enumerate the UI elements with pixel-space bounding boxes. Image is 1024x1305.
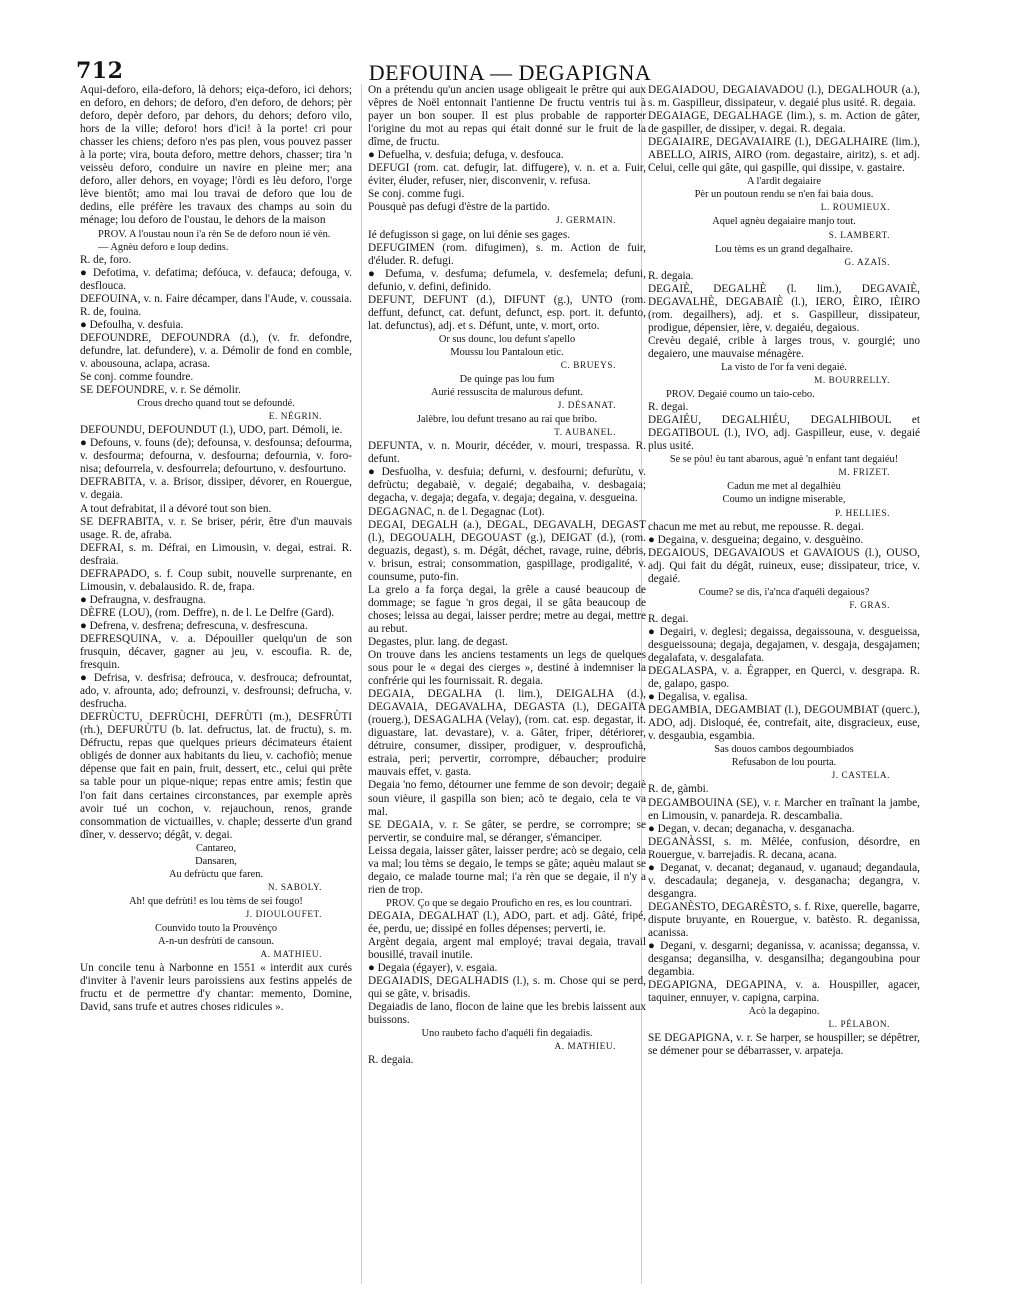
quotation-line: A-n-un desfrùti de cansoun. (158, 936, 274, 948)
dictionary-entry: DEGAIÉU, DEGALHIÉU, DEGALHIBOUL et DEGATIBOUL (l.), IVO, adj. Gaspilleur, euse, v. degaié plus usité. (648, 414, 920, 453)
dictionary-entry: R. degai. (648, 401, 689, 414)
column-middle (368, 84, 646, 1289)
dictionary-entry: ● Defuma, v. desfuma; defumela, v. desfemela; defuni, defunio, v. defini, definido. (368, 267, 646, 293)
dictionary-entry: DEGAMBOUINA (SE), v. r. Marcher en traînant la jambe, en Limousin, v. panardeja. R. descambalia. (648, 796, 920, 822)
quote-author: S. LAMBERT. (828, 229, 890, 240)
quotation-line: Ah! que defrùti! es lou tèms de sei fougo! (129, 895, 303, 907)
column-left (80, 84, 352, 1289)
dictionary-entry: Un concile tenu à Narbonne en 1551 « interdit aux curés d'inviter à l'avenir leurs paroissiens aux festins appelés de fructu et de permettre d'y chantar: memento, Domine, David, sans trufe et autres choses ridicules ». (80, 962, 352, 1014)
quote-author: F. GRAS. (849, 599, 890, 610)
quotation-line: Crous drecho quand tout se defoundé. (137, 398, 295, 410)
dictionary-entry: ● Defrena, v. desfrena; defrescuna, v. desfrescuna. (80, 619, 308, 632)
proverb: — Agnèu deforo e loup dedins. (98, 241, 229, 253)
proverb: PROV. A l'oustau noun i'a rèn Se de deforo noun ié vèn. (98, 228, 331, 240)
quotation-line: La visto de l'or fa veni degaié. (721, 361, 847, 373)
quote-author: E. NÉGRIN. (268, 411, 322, 422)
quote-author: P. HELLIES. (835, 507, 890, 518)
quotation-line: Acò la degapino. (748, 1006, 820, 1018)
dictionary-entry: DEGAMBIA, DEGAMBIAT (l.), DEGOUMBIAT (querc.), ADO, adj. Disloqué, ée, contrefait, aite, disgracieux, euse, v. desgaubia, esgambia. (648, 704, 920, 743)
dictionary-entry: Se conj. comme foundre. (80, 371, 194, 384)
quotation-line: De quinge pas lou fum (459, 374, 555, 386)
dictionary-entry: DEGAI, DEGALH (a.), DEGAL, DEGAVALH, DEGAST (l.), DEGOUALH, DEGOUAST (g.), DEIGAT (d.), (rom. deguazis, degast), s. m. Dégât, déchet, ravage, ruine, débris, v. brisun, estrai; consommation, gaspillage, prodigalité, v. counsume, puto-fin. (368, 518, 646, 583)
dictionary-entry: ● Defuelha, v. desfuia; defuga, v. desfouca. (368, 149, 564, 162)
dictionary-entry: Degaiadis de lano, flocon de laine que les brebis laissent aux buissons. (368, 1001, 646, 1027)
quotation-line: Uno raubeto facho d'aquéli fin degaiadis. (421, 1028, 593, 1040)
dictionary-entry: ● Degairi, v. deglesi; degaissa, degaissouna, v. desgueissa, desgueissouna; degaja, degajamen, v. desgaja, desgajamen; degalafata, v. desgalafata. (648, 625, 920, 665)
proverb: PROV. Degaié coumo un taio-cebo. (666, 389, 815, 401)
dictionary-entry: On a prétendu qu'un ancien usage obligeait le prêtre qui aux vêpres de Noël entonnait l'antienne De fructu ventris tui à payer un bon souper. Il est plus probable de rapporter l'origine du mot au repas qui était donné sur le fruit de la dîme, de fructu. (368, 84, 646, 149)
dictionary-entry: DEGANÀSSI, s. m. Mêlée, confusion, désordre, en Rouergue, v. barrejadis. R. decana, acana. (648, 835, 920, 861)
quote-author: A. MATHIEU. (554, 1041, 616, 1052)
dictionary-entry: chacun me met au rebut, me repousse. R. degai. (648, 520, 864, 533)
quotation-line: Coumo un indigne miserable, (722, 494, 846, 506)
dictionary-entry: SE DEFOUNDRE, v. r. Se démolir. (80, 384, 241, 397)
quote-author: M. BOURRELLY. (814, 375, 890, 386)
dictionary-entry: La grelo a fa força degai, la grêle a causé beaucoup de dommage; se fague 'n gros degai, il se gâta beaucoup de choses; leissa au degai, laisser perdre; metre au degai, mettre au rebut. (368, 583, 646, 635)
quote-author: M. FRIZET. (838, 467, 890, 478)
quote-author: J. DÉSANAT. (557, 400, 616, 411)
dictionary-entry: On trouve dans les anciens testaments un legs de quelques sous pour le « degai des cierges », destiné à indemniser la confrérie qui les fournissait. R. degaia. (368, 649, 646, 688)
dictionary-entry: R. degaia. (368, 1054, 414, 1067)
quotation-line: Aurié ressuscita de malurous defunt. (430, 387, 584, 399)
dictionary-entry: ● Defotima, v. defatima; defóuca, v. defauca; defouga, v. desflouca. (80, 266, 352, 292)
dictionary-entry: DEGAGNAC, n. de l. Degagnac (Lot). (368, 505, 545, 518)
quote-author: L. PÉLABON. (828, 1019, 890, 1030)
quote-author: J. GERMAIN. (556, 215, 616, 226)
dictionary-entry: DEFOUNDU, DEFOUNDUT (l.), UDO, part. Démoli, ie. (80, 424, 343, 437)
dictionary-entry: ● Degaia (égayer), v. esgaia. (368, 962, 498, 975)
proverb: PROV. Ço que se degaio Prouficho en res, es lou countrari. (386, 897, 632, 909)
dictionary-entry: DEGAIOUS, DEGAVAIOUS et GAVAIOUS (l.), OUSO, adj. Qui fait du dégât, ruineux, euse; dissipateur, trice, v. degaié. (648, 546, 920, 585)
dictionary-entry: ● Degaina, v. desgueina; degaino, v. desguèino. (648, 533, 864, 546)
dictionary-entry: DEFRESQUINA, v. a. Dépouiller quelqu'un de son frusquin, décaver, gagner au jeu, v. escoufia. R. de, fresquin. (80, 632, 352, 672)
quotation-line: Or sus dounc, lou defunt s'apello (438, 333, 576, 345)
column-right (648, 84, 920, 1289)
dictionary-entry: DEGAIADOU, DEGAIAVADOU (l.), DEGALHÒUR (a.), s. m. Gaspilleur, dissipateur, v. degaié plus usité. R. degaia. (648, 84, 920, 110)
quotation-line: Pèr un poutoun rendu se n'en fai baia dous. (694, 189, 874, 201)
quote-author: N. SABOLY. (267, 881, 322, 892)
dictionary-entry: ● Defraugna, v. desfraugna. (80, 593, 206, 606)
quotation-line: Refusabon de lou pourta. (731, 757, 837, 769)
dictionary-entry: ● Desfuolha, v. desfuia; defurni, v. desfourni; defurùtu, v. defrùctu; degabaiè, v. degaié; degabaiha, v. desbagaia; degacha, v. degaja; degafa, v. degaja; degaina, v. desgueina. (368, 466, 646, 505)
dictionary-entry: Aqui-deforo, eila-deforo, là dehors; eiça-deforo, ici dehors; en deforo, en dehors; de deforo, d'en deforo, de dehors; pèr deforo, depèr deforo, par dehors, du dehors; deforo vilo, hors de la ville; deforo! hors d'ici! à la porte! cri pour chasser les chiens; deforo n'es pas plen, vous pouvez passer à la porte; vira, bouta deforo, mettre dehors, chasser; tira 'n veissèu deforo, conduire un navire en pleine mer; ana deforo, aller dehors, en voyage; l'òrdi es lèu deforo, l'orge lève bientôt; amo mai lou travai de deforo que lou de dedins, elle préfère les travaux des champs au soin du ménage; lou deforo de l'oustau, le dehors de la maison (80, 84, 352, 227)
running-head: DEFOUINA — DEGAPIGNA (368, 60, 652, 85)
dictionary-entry: A tout defrabitat, il a dévoré tout son bien. (80, 502, 272, 515)
dictionary-entry: DEFOUINA, v. n. Faire décamper, dans l'Aude, v. coussaia. R. de, fouina. (80, 292, 352, 318)
quotation-line: Moussu lou Pantaloun etic. (450, 346, 564, 358)
quotation-line: Sas douos cambos degoumbiados (714, 744, 854, 756)
quotation-line: Cadun me met al degalhièu (727, 481, 841, 493)
dictionary-entry: Pousquè pas defugi d'èstre de la partido. (368, 201, 550, 214)
dictionary-entry: Crevèu degaié, crible à larges trous, v. gourgié; uno degaiero, une mauvaise ménagère. (648, 334, 920, 360)
dictionary-entry: DEGAPIGNA, DEGAPINA, v. a. Houspiller, agacer, taquiner, ennuyer, v. capigna, carpina. (648, 979, 920, 1005)
quote-author: J. CASTELA. (831, 770, 890, 781)
dictionary-entry: R. degai. (648, 612, 689, 625)
quotation-line: Au defrùctu que faren. (168, 868, 264, 880)
dictionary-entry: DEGAIÈ, DEGALHÈ (l. lim.), DEGAVAIÈ, DEGAVALHÈ, DEGABAIÈ (l.), IERO, ÈIRO, IÈIRO (rom. degailhers), adj. et s. Gaspilleur, dissipateur, prodigue, dépensier, ière, v. degaiéu, degaious. (648, 282, 920, 334)
dictionary-entry: DEGAIAGE, DEGALHAGE (lim.), s. m. Action de gâter, de gaspiller, de dissiper, v. degai. R. degaia. (648, 110, 920, 136)
quotation-line: Counvido touto la Prouvènço (154, 923, 278, 934)
quotation-line: Dansaren, (195, 855, 237, 867)
dictionary-entry: Degaia 'no femo, détourner une femme de son devoir; degaiè soun vièure, il gaspilla son bien; acò te degaio, cela te va mal. (368, 779, 646, 818)
dictionary-entry: DEGAIA, DEGALHAT (l.), ADO, part. et adj. Gâté, fripé, ée, perdu, ue; dissipé en folles dépenses; perverti, ie. (368, 909, 646, 935)
quotation-line: Aquel agnèu degaiaire manjo tout. (712, 216, 856, 228)
dictionary-entry: R. de, foro. (80, 253, 132, 266)
column-rule-left (361, 84, 362, 1284)
dictionary-entry: ● Degan, v. decan; deganacha, v. desganacha. (648, 822, 855, 835)
dictionary-entry: DEFRÙCTU, DEFRÙCHI, DEFRÙTI (m.), DESFRÙTI (rh.), DEFURÙTU (b. lat. defructus, lat. de fructu), s. m. Défructu, repas que quelques prieurs décimateurs étaient obligés de donner aux habitants du lieu, v. cachofiò; menue dépense que fait en pain, fruit, dessert, etc., celui qui prête sa table pour un pique-nique; repas entre amis; festin que l'on fait dans certaines circonstances, par exemple après avoir tué un cochon, v. rejauchoun, renos, grande consommation de victuailles, v. chaple; desserte d'un grand dîner, v. desservo; dégât, v. degai. (80, 711, 352, 841)
dictionary-entry: DÈFRE (LOU), (rom. Deffre), n. de l. Le Delfre (Gard). (80, 606, 335, 619)
dictionary-entry: DEGAIAIRE, DEGAVAIAIRE (l.), DEGALHAIRE (lim.), ABELLO, AIRIS, AIRO (rom. degastaire, airitz), s. et adj. Celui, celle qui gâte, qui gaspille, qui dissipe, v. gastaire. (648, 136, 920, 175)
dictionary-entry: SE DEGAPIGNA, v. r. Se harper, se houspiller; se dépêtrer, se démener pour se débarrasser, v. arpateja. (648, 1032, 920, 1058)
page-number: 712 (76, 58, 124, 84)
dictionary-entry: ● Deganat, v. decanat; deganaud, v. uganaud; degandaula, v. descadaula; deganeja, v. desganacha; degangra, v. desgangra. (648, 861, 920, 900)
dictionary-entry: ● Defrisa, v. desfrisa; defrouca, v. desfrouca; defrountat, ado, v. afrounta, ado; defrounzi, v. desfrounsi; defrucha, v. desfrucha. (80, 672, 352, 711)
quote-author: A. MATHIEU. (260, 949, 322, 960)
dictionary-entry: SE DEFRABITA, v. r. Se briser, périr, être d'un mauvais usage. R. de, afraba. (80, 515, 352, 541)
dictionary-entry: Degastes, plur. lang. de degast. (368, 635, 508, 648)
dictionary-entry: DEGANÈSTO, DEGARÈSTO, s. f. Rixe, querelle, bagarre, dispute bruyante, en Rouergue, v. batèsto. R. deganissa, acanissa. (648, 900, 920, 939)
quote-author: J. DIOULOUFET. (245, 908, 322, 919)
quote-author: T. AUBANEL. (554, 427, 616, 438)
dictionary-entry: ● Defouns, v. founs (de); defounsa, v. desfounsa; defourma, v. desfourma; defourna, v. desfourna; defournia, v. foro-nisa; defourrela, v. desfourrela; defourtuno, v. desfourtuno. (80, 437, 352, 476)
dictionary-entry: ● Degani, v. desgarni; deganissa, v. acanissa; deganssa, v. desgansa; degansilha, v. desgansilha; degangoubina pour degambia. (648, 940, 920, 979)
dictionary-entry: DEFUNTA, v. n. Mourir, décéder, v. mouri, trespassa. R. defunt. (368, 440, 646, 466)
dictionary-entry: DEFRAI, s. m. Défrai, en Limousin, v. degai, estrai. R. desfraia. (80, 541, 352, 567)
dictionary-entry: DEFUGIMEN (rom. difugimen), s. m. Action de fuir, d'éluder. R. defugi. (368, 241, 646, 267)
quotation-line: Lou tèms es un grand degalhaire. (715, 243, 853, 255)
dictionary-entry: DEFRABITA, v. a. Brisor, dissiper, dévorer, en Rouergue, v. degaia. (80, 476, 352, 502)
dictionary-entry: ● Degalisa, v. egalisa. (648, 691, 748, 704)
quotation-line: A l'ardit degaiaire (747, 176, 821, 188)
dictionary-entry: Leissa degaia, laisser gâter, laisser perdre; acò se degaio, cela va mal; lou tèms se degaio, le temps se gâte; aquèu malaut se degaio, ce malade tourne mal; i'a rèn que se degaie, il n'y a rien de trop. (368, 844, 646, 896)
quotation-line: Se se pòu! èu tant abarous, aguè 'n enfant tant degaiéu! (669, 454, 899, 466)
quote-author: C. BRUEYS. (560, 359, 616, 370)
dictionary-entry: DEGALASPA, v. a. Égrapper, en Querci, v. desgrapa. R. de, galapo, gaspo. (648, 665, 920, 691)
dictionary-entry: DEGAIADIS, DEGALHADIS (l.), s. m. Chose qui se perd, qui se gâte, v. brisadis. (368, 975, 646, 1001)
dictionary-entry: DEGAIA, DEGALHA (l. lim.), DEIGALHA (d.), DEGAVAIA, DEGAVALHA, DEGASTA (l.), DEGAITA (rouerg.), DESAGALHA (Velay), (rom. cat. esp. degastar, it. diguastare, lat. devastare), v. a. Gâter, friper, détériorer, détruire, consumer, dissiper, prodiguer, v. desproufichà, estraia, peri; pervertir, corrompre, débaucher; produire mauvais effet, v. gasta. (368, 688, 646, 779)
quote-author: L. ROUMIEUX. (820, 202, 890, 213)
dictionary-entry: Ié defugisson si gage, on lui dénie ses gages. (368, 228, 571, 241)
quotation-line: Coume? se dis, i'a'nca d'aquéli degaious? (698, 586, 870, 598)
dictionary-entry: ● Defoulha, v. desfuia. (80, 318, 184, 331)
dictionary-entry: SE DEGAIA, v. r. Se gâter, se perdre, se corrompre; se pervertir, se conduire mal, se déranger, s'émanciper. (368, 818, 646, 844)
dictionary-entry: DEFRAPADO, s. f. Coup subit, nouvelle surprenante, en Limousin, v. debalausido. R. de, frapa. (80, 567, 352, 593)
dictionary-entry: DEFOUNDRE, DEFOUNDRA (d.), (v. fr. defondre, defundre, lat. defundere), v. a. Démolir de fond en comble, v. abousouna, aclapa, acrasa. (80, 331, 352, 370)
quote-author: G. AZAÏS. (844, 256, 890, 267)
quotation-line: Jalèbre, lou defunt tresano au rai que bribo. (416, 414, 598, 426)
dictionary-entry: DEFUGI (rom. cat. defugir, lat. diffugere), v. n. et a. Fuir, éviter, éluder, refuser, nier, disconvenir, v. refusa. (368, 162, 646, 188)
dictionary-entry: R. degaia. (648, 269, 694, 282)
quotation-line: Cantareo, (195, 842, 237, 854)
dictionary-entry: DEFUNT, DEFUNT (d.), DIFUNT (g.), UNTO (rom. deffunt, defunct, cat. defunt, defunct, esp. port. it. defunto, lat. defunctus), adj. et s. Défunt, unte, v. mort, orto. (368, 293, 646, 332)
dictionary-entry: Se conj. comme fugi. (368, 188, 465, 201)
dictionary-entry: Argènt degaia, argent mal employé; travai degaia, travail bousillé, travail inutile. (368, 936, 646, 962)
dictionary-entry: R. de, gàmbi. (648, 783, 709, 796)
